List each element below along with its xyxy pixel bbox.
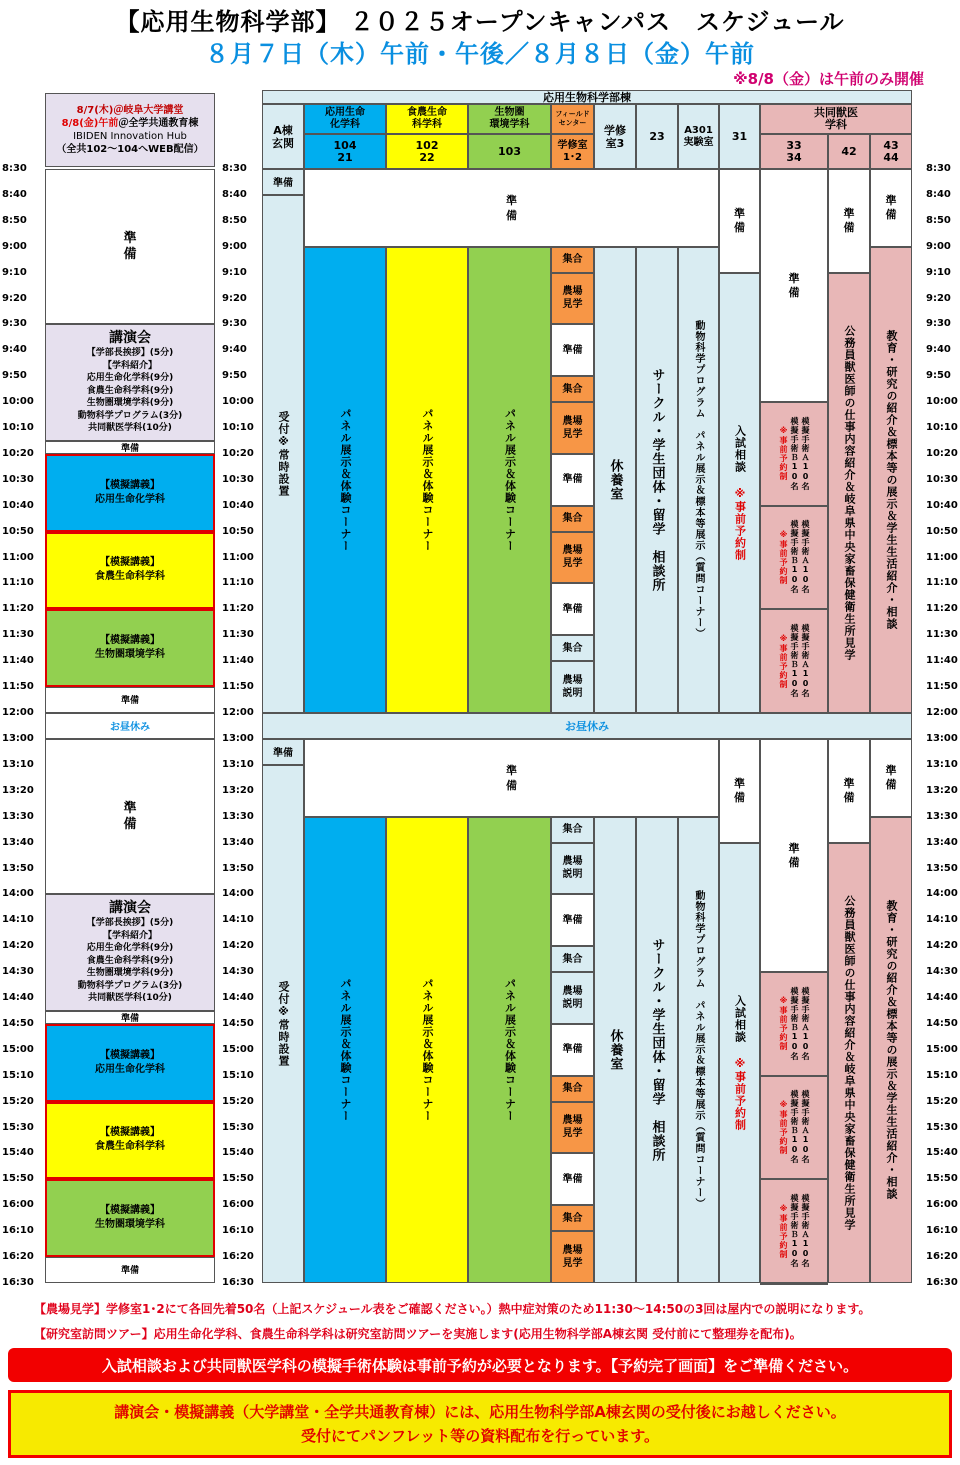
col-field-name: フィールド センター — [551, 104, 594, 134]
time-label-mid: 13:40 — [222, 836, 254, 848]
field-prep-am: 準備 — [551, 454, 594, 506]
time-label-mid: 14:30 — [222, 966, 254, 978]
mock-lecture-3-pm: 【模擬講義】 生物圏環境学科 — [45, 1179, 215, 1257]
field-gather-pm: 集合 — [551, 946, 594, 972]
time-label-mid: 15:00 — [222, 1043, 254, 1055]
time-label-left: 16:30 — [2, 1276, 34, 1288]
room31-prep-pm: 準 備 — [719, 739, 760, 843]
col-dept1-room: 104 21 — [304, 134, 386, 169]
time-label-mid: 16:10 — [222, 1225, 254, 1237]
time-label-right: 9:10 — [926, 266, 951, 278]
panel-1-pm: パネル展示＆体験コーナー — [304, 817, 386, 1283]
time-label-left: 9:00 — [2, 240, 27, 252]
entrance-consult-am — [719, 273, 760, 713]
time-label-left: 10:00 — [2, 396, 34, 408]
time-label-left: 9:40 — [2, 344, 27, 356]
time-label-mid: 12:00 — [222, 706, 254, 718]
lecture-item: 応用生命化学科(9分) — [86, 373, 174, 384]
time-label-left: 15:30 — [2, 1121, 34, 1133]
time-label-mid: 10:00 — [222, 396, 254, 408]
time-label-mid: 15:30 — [222, 1121, 254, 1133]
a-prep-am: 準備 — [262, 169, 304, 195]
time-label-right: 13:00 — [926, 733, 958, 744]
time-label-right: 11:30 — [926, 629, 958, 641]
circle-am: サークル・学生団体・留学 相談所 — [636, 247, 678, 713]
rest-room-am: 休養室 — [594, 247, 636, 713]
time-label-right: 12:00 — [926, 706, 958, 718]
surgery-slot-2-am — [760, 506, 828, 610]
field-farm-pm: 農場 見学 — [551, 1231, 594, 1283]
time-label-mid: 14:10 — [222, 914, 254, 926]
col-vet-room-33: 33 34 — [760, 134, 828, 169]
lecture-item: 動物科学プログラム(3分) — [77, 410, 183, 421]
time-label-left: 11:40 — [2, 655, 34, 667]
lunch-left: お昼休み — [45, 713, 215, 739]
surgery-slot-1-am — [760, 402, 828, 506]
surgery-slot-2-pm — [760, 1076, 828, 1180]
surgery-b: 模擬手術Ｂ10名 — [790, 1194, 799, 1269]
page-title: 【応用生物科学部】 ２０２５オープンキャンパス スケジュール — [115, 8, 845, 36]
time-label-right: 8:30 — [926, 163, 951, 174]
time-label-mid: 10:10 — [222, 422, 254, 433]
reserve-note: ※事前予約制 — [733, 1056, 747, 1131]
time-label-left: 14:30 — [2, 966, 34, 978]
mock-lecture-3-am: 【模擬講義】 生物圏環境学科 — [45, 609, 215, 687]
time-label-right: 14:40 — [926, 992, 958, 1003]
time-label-left: 14:40 — [2, 992, 34, 1003]
time-label-mid: 9:10 — [222, 266, 247, 278]
reception-pm: 受付※常時設置 — [262, 765, 304, 1283]
time-label-right: 9:20 — [926, 292, 951, 304]
time-label-left: 15:10 — [2, 1069, 34, 1081]
animal-program-pm: 動物科学プログラム パネル展示＆標本等展示（質問コーナー） — [678, 817, 719, 1283]
col-room31: 31 — [719, 104, 760, 169]
reception-am: 受付※常時設置 — [262, 195, 304, 713]
mock-lecture-2-pm: 【模擬講義】 食農生命科学科 — [45, 1102, 215, 1180]
time-label-left: 12:00 — [2, 706, 34, 718]
lecture-item: 【学部長挨拶】(5分) — [86, 918, 174, 929]
time-label-right: 10:10 — [926, 422, 958, 433]
venue-line-3: IBIDEN Innovation Hub — [73, 131, 187, 142]
vet43-content-am: 教育・研究の紹介＆標本等の展示＆学生生活紹介・相談 — [870, 247, 912, 713]
time-label-right: 10:30 — [926, 473, 958, 485]
surgery-b: 模擬手術Ｂ10名 — [790, 1090, 799, 1165]
surgery-slot-3-pm — [760, 1179, 828, 1283]
time-label-mid: 10:50 — [222, 525, 254, 537]
time-label-right: 11:20 — [926, 603, 958, 615]
circle-pm: サークル・学生団体・留学 相談所 — [636, 817, 678, 1283]
time-label-mid: 11:30 — [222, 629, 254, 641]
time-label-left: 15:20 — [2, 1095, 34, 1107]
panel-1-am: パネル展示＆体験コーナー — [304, 247, 386, 713]
lecture-item: 食農生命科学科(9分) — [86, 955, 174, 966]
mock-lecture-1-am: 【模擬講義】 応用生命化学科 — [45, 454, 215, 532]
time-label-left: 10:50 — [2, 525, 34, 537]
time-label-left: 9:30 — [2, 318, 27, 330]
time-label-left: 10:40 — [2, 499, 34, 511]
time-label-right: 13:30 — [926, 810, 958, 822]
venue-line-1: 8/7(木)＠岐阜大学講堂 — [76, 105, 184, 116]
time-label-mid: 13:20 — [222, 784, 254, 796]
time-label-left: 15:40 — [2, 1147, 34, 1159]
time-label-left: 8:40 — [2, 188, 27, 200]
surgery-a: 模擬手術Ａ10名 — [801, 1194, 810, 1269]
venue-line-4: （全共102～104へWEB配信） — [56, 144, 204, 155]
time-label-mid: 14:20 — [222, 940, 254, 952]
time-label-right: 14:20 — [926, 940, 958, 952]
time-label-left: 15:50 — [2, 1173, 34, 1185]
left-prep2-pm: 準備 — [45, 1011, 215, 1024]
time-label-right: 13:40 — [926, 836, 958, 848]
col-field-room: 学修室 1･2 — [551, 134, 594, 169]
entrance-consult-label: 入試相談 — [733, 424, 747, 473]
lecture-item: 【学部長挨拶】(5分) — [86, 348, 174, 359]
left-prep2-am: 準備 — [45, 441, 215, 454]
surgery-slot-3-am — [760, 609, 828, 713]
vet42-prep-am: 準 備 — [828, 169, 870, 273]
vet43-prep-am: 準 備 — [870, 169, 912, 247]
surgery-a: 模擬手術Ａ10名 — [801, 986, 810, 1061]
surgery-reserve: ※事前予約制 — [779, 426, 788, 482]
field-prep-pm: 準備 — [551, 894, 594, 946]
left-prep3-am: 準備 — [45, 687, 215, 713]
surgery-slot-1-pm — [760, 972, 828, 1076]
time-label-left: 13:50 — [2, 862, 34, 874]
left-prep-pm: 準 備 — [45, 739, 215, 894]
time-label-left: 14:50 — [2, 1017, 34, 1029]
time-label-left: 11:30 — [2, 629, 34, 641]
a-prep-pm: 準備 — [262, 739, 304, 765]
panel-3-pm: パネル展示＆体験コーナー — [468, 817, 551, 1283]
left-prep3-pm: 準備 — [45, 1257, 215, 1283]
venue-header — [45, 93, 215, 167]
field-farm-am: 農場 見学 — [551, 402, 594, 454]
time-label-left: 16:10 — [2, 1225, 34, 1237]
time-label-right: 14:00 — [926, 888, 958, 900]
time-label-mid: 16:00 — [222, 1199, 254, 1211]
lunch-right: お昼休み — [262, 713, 912, 739]
surgery-a: 模擬手術Ａ10名 — [801, 624, 810, 699]
surgery-a: 模擬手術Ａ10名 — [801, 416, 810, 491]
mock-lecture-2-am: 【模擬講義】 食農生命科学科 — [45, 532, 215, 610]
time-label-left: 11:20 — [2, 603, 34, 615]
field-gather-am: 集合 — [551, 635, 594, 661]
reception-notice-line1: 講演会・模擬講義（大学講堂・全学共通教育棟）には、応用生物科学部A棟玄関の受付後にお越しください。 — [114, 1403, 846, 1421]
time-label-right: 13:50 — [926, 862, 958, 874]
field-explain-am: 農場 説明 — [551, 661, 594, 713]
time-label-left: 13:10 — [2, 758, 34, 770]
time-label-mid: 11:40 — [222, 655, 254, 667]
time-label-left: 9:20 — [2, 292, 27, 304]
vet33-prep-pm: 準 備 — [760, 739, 828, 972]
time-label-right: 11:50 — [926, 681, 958, 692]
time-label-mid: 14:50 — [222, 1017, 254, 1029]
time-label-left: 14:10 — [2, 914, 34, 926]
time-label-right: 11:40 — [926, 655, 958, 667]
venue-line-2 — [62, 117, 199, 130]
time-label-right: 10:50 — [926, 525, 958, 537]
surgery-a: 模擬手術Ａ10名 — [801, 1090, 810, 1165]
time-label-right: 16:20 — [926, 1251, 958, 1262]
time-label-left: 11:00 — [2, 551, 34, 563]
time-label-mid: 9:00 — [222, 240, 247, 252]
reserve-note: ※事前予約制 — [733, 486, 747, 561]
lecture-item: 動物科学プログラム(3分) — [77, 980, 183, 991]
time-label-right: 9:30 — [926, 318, 951, 330]
surgery-b: 模擬手術Ｂ10名 — [790, 520, 799, 595]
field-prep-am: 準備 — [551, 324, 594, 376]
surgery-reserve: ※事前予約制 — [779, 1099, 788, 1155]
vet43-prep-pm: 準 備 — [870, 739, 912, 817]
entrance-consult-label: 入試相談 — [733, 994, 747, 1043]
time-label-left: 9:10 — [2, 266, 27, 278]
time-label-right: 15:50 — [926, 1173, 958, 1185]
lecture-am — [45, 324, 215, 441]
lecture-item: 【学科紹介】 — [102, 930, 157, 941]
time-label-mid: 10:20 — [222, 447, 254, 459]
lecture-item: 共同獣医学科(10分) — [88, 993, 172, 1004]
panel-2-pm: パネル展示＆体験コーナー — [386, 817, 468, 1283]
lecture-pm — [45, 894, 215, 1011]
time-label-right: 16:10 — [926, 1225, 958, 1237]
time-label-mid: 13:30 — [222, 810, 254, 822]
surgery-reserve: ※事前予約制 — [779, 529, 788, 585]
surgery-b: 模擬手術Ｂ10名 — [790, 416, 799, 491]
field-gather-pm: 集合 — [551, 817, 594, 843]
field-gather-am: 集合 — [551, 247, 594, 273]
time-label-left: 16:20 — [2, 1251, 34, 1262]
col-dept3-room: 103 — [468, 134, 551, 169]
col-a301: A301 実験室 — [678, 104, 719, 169]
time-label-left: 10:30 — [2, 473, 34, 485]
col-vet-name: 共同獣医 学科 — [760, 104, 912, 134]
time-label-left: 10:20 — [2, 447, 34, 459]
time-label-right: 10:00 — [926, 396, 958, 408]
room31-prep-am: 準 備 — [719, 169, 760, 273]
time-label-mid: 11:00 — [222, 551, 254, 563]
time-label-right: 16:30 — [926, 1276, 958, 1288]
vet33-tail-pm — [760, 1283, 828, 1285]
time-label-right: 15:10 — [926, 1069, 958, 1081]
col-dept1-name: 応用生命 化学科 — [304, 104, 386, 134]
panel-2-am: パネル展示＆体験コーナー — [386, 247, 468, 713]
time-label-mid: 11:20 — [222, 603, 254, 615]
field-farm-pm: 農場 見学 — [551, 1102, 594, 1154]
time-label-right: 9:00 — [926, 240, 951, 252]
time-label-right: 15:20 — [926, 1095, 958, 1107]
time-label-right: 14:50 — [926, 1017, 958, 1029]
time-label-right: 14:30 — [926, 966, 958, 978]
field-prep-pm: 準備 — [551, 1153, 594, 1205]
lecture-title: 講演会 — [109, 900, 151, 917]
vet42-content-am: 公務員獣医師の仕事内容紹介＆岐阜県中央家畜保健衛生所見学 — [828, 273, 870, 713]
time-label-left: 8:50 — [2, 214, 27, 226]
time-label-mid: 11:50 — [222, 681, 254, 692]
col-dept2-room: 102 22 — [386, 134, 468, 169]
reception-notice — [8, 1390, 952, 1458]
lecture-item: 食農生命科学科(9分) — [86, 385, 174, 396]
left-prep-am: 準 備 — [45, 169, 215, 324]
time-label-mid: 15:10 — [222, 1069, 254, 1081]
date-note: ※8/8（金）は午前のみ開催 — [733, 70, 924, 88]
time-label-mid: 14:40 — [222, 992, 254, 1003]
time-label-mid: 8:40 — [222, 188, 247, 200]
time-label-right: 8:40 — [926, 188, 951, 200]
time-label-mid: 14:00 — [222, 888, 254, 900]
time-label-mid: 9:20 — [222, 292, 247, 304]
vet43-content-pm: 教育・研究の紹介＆標本等の展示＆学生生活紹介・相談 — [870, 817, 912, 1283]
venue-place: ＠全学共通教育棟 — [118, 118, 199, 129]
field-explain-pm: 農場 説明 — [551, 843, 594, 895]
reception-notice-line2: 受付にてパンフレット等の資料配布を行っています。 — [300, 1427, 660, 1445]
time-label-left: 15:00 — [2, 1043, 34, 1055]
venue-date-red: 8/8(金)午前 — [61, 118, 119, 129]
vet42-prep-pm: 準 備 — [828, 739, 870, 843]
wide-prep-pm: 準 備 — [304, 739, 719, 817]
lecture-item: 【学科紹介】 — [102, 360, 157, 371]
surgery-b: 模擬手術Ｂ10名 — [790, 986, 799, 1061]
time-label-left: 13:30 — [2, 810, 34, 822]
time-label-right: 8:50 — [926, 214, 951, 226]
time-label-right: 16:00 — [926, 1199, 958, 1211]
time-label-left: 16:00 — [2, 1199, 34, 1211]
time-label-right: 11:00 — [926, 551, 958, 563]
time-label-right: 14:10 — [926, 914, 958, 926]
col-vet-room-42: 42 — [828, 134, 870, 169]
reservation-notice: 入試相談および共同獣医学科の模擬手術体験は事前予約が必要となります。【予約完了画面】をご準備ください。 — [8, 1348, 952, 1382]
vet42-content-pm: 公務員獣医師の仕事内容紹介＆岐阜県中央家畜保健衛生所見学 — [828, 843, 870, 1283]
time-label-mid: 15:40 — [222, 1147, 254, 1159]
time-label-left: 9:50 — [2, 370, 27, 382]
time-label-mid: 10:40 — [222, 499, 254, 511]
time-label-mid: 16:20 — [222, 1251, 254, 1262]
surgery-reserve: ※事前予約制 — [779, 633, 788, 689]
building-header: 応用生物科学部棟 — [262, 90, 912, 104]
col-room23: 23 — [636, 104, 678, 169]
time-label-mid: 13:10 — [222, 758, 254, 770]
page-subtitle: ８月７日（木）午前・午後／８月８日（金）午前 — [205, 40, 755, 68]
wide-prep-am: 準 備 — [304, 169, 719, 247]
time-label-right: 10:20 — [926, 447, 958, 459]
lecture-title: 講演会 — [109, 330, 151, 347]
time-label-left: 10:10 — [2, 422, 34, 433]
field-gather-pm: 集合 — [551, 1076, 594, 1102]
field-explain-pm: 農場 説明 — [551, 972, 594, 1024]
lecture-item: 生物圏環境学科(9分) — [86, 398, 174, 409]
col-dept3-name: 生物圏 環境学科 — [468, 104, 551, 134]
time-label-left: 11:10 — [2, 577, 34, 589]
time-label-mid: 10:30 — [222, 473, 254, 485]
surgery-reserve: ※事前予約制 — [779, 1203, 788, 1259]
time-label-mid: 11:10 — [222, 577, 254, 589]
time-label-right: 9:50 — [926, 370, 951, 382]
panel-3-am: パネル展示＆体験コーナー — [468, 247, 551, 713]
entrance-consult-pm — [719, 843, 760, 1283]
time-label-mid: 9:50 — [222, 370, 247, 382]
time-label-left: 11:50 — [2, 681, 34, 692]
time-label-mid: 15:20 — [222, 1095, 254, 1107]
lecture-item: 応用生命化学科(9分) — [86, 943, 174, 954]
col-vet-room-43: 43 44 — [870, 134, 912, 169]
time-label-right: 15:30 — [926, 1121, 958, 1133]
vet33-prep-am: 準 備 — [760, 169, 828, 402]
time-label-right: 15:00 — [926, 1043, 958, 1055]
time-label-left: 13:20 — [2, 784, 34, 796]
field-farm-am: 農場 見学 — [551, 273, 594, 325]
col-a-entrance: A棟 玄関 — [262, 104, 304, 169]
surgery-a: 模擬手術Ａ10名 — [801, 520, 810, 595]
lecture-item: 共同獣医学科(10分) — [88, 423, 172, 434]
field-prep-pm: 準備 — [551, 1024, 594, 1076]
field-gather-am: 集合 — [551, 506, 594, 532]
time-label-left: 8:30 — [2, 163, 27, 174]
field-farm-am: 農場 見学 — [551, 532, 594, 584]
time-label-right: 15:40 — [926, 1147, 958, 1159]
time-label-left: 14:20 — [2, 940, 34, 952]
time-label-left: 13:00 — [2, 733, 34, 744]
animal-program-am: 動物科学プログラム パネル展示＆標本等展示（質問コーナー） — [678, 247, 719, 713]
time-label-right: 11:10 — [926, 577, 958, 589]
time-label-right: 13:20 — [926, 784, 958, 796]
time-label-mid: 13:50 — [222, 862, 254, 874]
time-label-right: 10:40 — [926, 499, 958, 511]
field-prep-am: 準備 — [551, 583, 594, 635]
surgery-reserve: ※事前予約制 — [779, 996, 788, 1052]
time-label-mid: 9:40 — [222, 344, 247, 356]
lab-tour-note: 【研究室訪問ツアー】応用生命化学科、食農生命科学科は研究室訪問ツアーを実施します(応用生物科学部A棟玄関 受付前にて整理券を配布)。 — [34, 1327, 802, 1341]
farm-tour-note: 【農場見学】学修室1･2にて各回先着50名（上記スケジュール表をご確認ください。）熱中症対策のため11:30～14:50の3回は屋内での説明になります。 — [34, 1302, 871, 1316]
col-study3: 学修 室3 — [594, 104, 636, 169]
lecture-item: 生物圏環境学科(9分) — [86, 968, 174, 979]
mock-lecture-1-pm: 【模擬講義】 応用生命化学科 — [45, 1024, 215, 1102]
time-label-right: 13:10 — [926, 758, 958, 770]
time-label-right: 9:40 — [926, 344, 951, 356]
time-label-mid: 8:50 — [222, 214, 247, 226]
time-label-mid: 15:50 — [222, 1173, 254, 1185]
time-label-left: 13:40 — [2, 836, 34, 848]
time-label-left: 14:00 — [2, 888, 34, 900]
field-gather-am: 集合 — [551, 376, 594, 402]
rest-room-pm: 休養室 — [594, 817, 636, 1283]
time-label-mid: 8:30 — [222, 163, 247, 174]
time-label-mid: 9:30 — [222, 318, 247, 330]
time-label-mid: 16:30 — [222, 1276, 254, 1288]
col-dept2-name: 食農生命 科学科 — [386, 104, 468, 134]
field-gather-pm: 集合 — [551, 1205, 594, 1231]
time-label-mid: 13:00 — [222, 733, 254, 744]
surgery-b: 模擬手術Ｂ10名 — [790, 624, 799, 699]
